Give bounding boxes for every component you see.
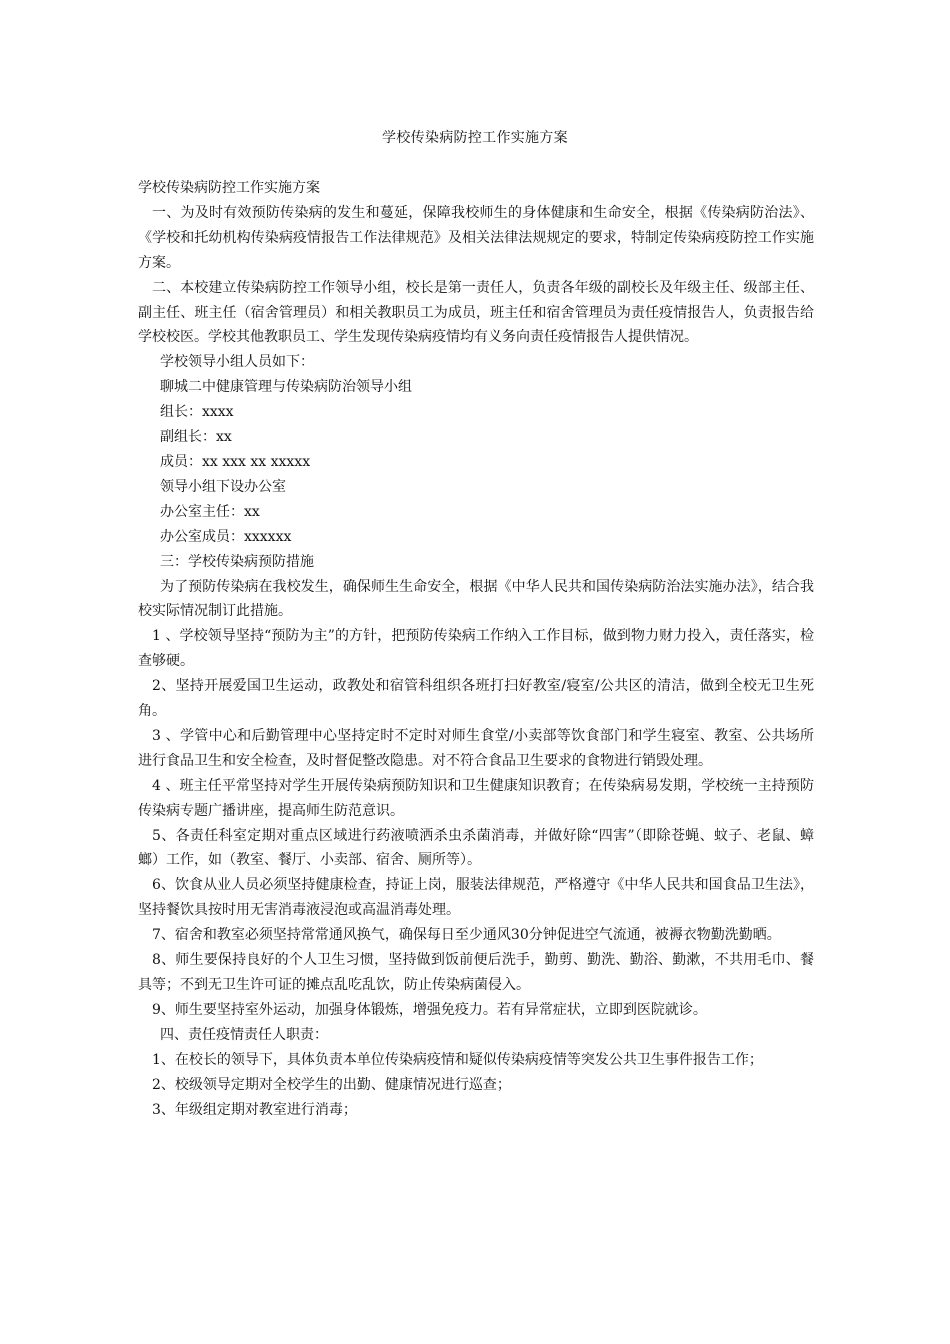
duty-2: 2、校级领导定期对全校学生的出勤、健康情况进行巡查；	[152, 1076, 511, 1093]
office-director: 办公室主任：xx	[160, 503, 260, 520]
office-members: 办公室成员：xxxxxx	[160, 528, 292, 545]
leadership-group-name: 聊城二中健康管理与传染病防治领导小组	[160, 379, 412, 396]
measure-3: 3 、学管中心和后勤管理中心坚持定时不定时对师生食堂/小卖部等饮食部门和学生寝室、教室、公共场所进行食品卫生和安全检查，及时督促整改隐患。对不符合食品卫生要求的食物进行销毁处理。	[138, 727, 814, 769]
paragraph-section-2: 二、本校建立传染病防控工作领导小组，校长是第一责任人，负责各年级的副校长及年级主任、级部主任、副主任、班主任（宿舍管理员）和相关教职员工为成员，班主任和宿舍管理员为责任疫情报告人，负责报告给学校校医。学校其他教职员工、学生发现传染病疫情均有义务向责任疫情报告人提供情况。	[138, 279, 814, 346]
measure-1: 1 、学校领导坚持“预防为主”的方针，把预防传染病工作纳入工作目标，做到物力财力投入，责任落实，检查够硬。	[138, 628, 814, 670]
body-heading: 学校传染病防控工作实施方案	[138, 180, 320, 196]
group-leader: 组长：xxxx	[160, 404, 234, 421]
document-title: 学校传染病防控工作实施方案	[382, 130, 568, 146]
measure-4: 4 、班主任平常坚持对学生开展传染病预防知识和卫生健康知识教育；在传染病易发期，学校统一主持预防传染病专题广播讲座，提高师生防范意识。	[138, 777, 814, 819]
group-members: 成员：xx xxx xx xxxxx	[160, 453, 311, 470]
measure-2: 2、坚持开展爱国卫生运动，政教处和宿管科组织各班打扫好教室/寝室/公共区的清洁，做到全校无卫生死角。	[138, 678, 814, 720]
paragraph-section-1: 一、为及时有效预防传染病的发生和蔓延，保障我校师生的身体健康和生命安全，根据《传染病防治法》、《学校和托幼机构传染病疫情报告工作法律规范》及相关法律法规规定的要求，特制定传染病疫防控工作实施方案。	[138, 204, 814, 271]
duty-1: 1、在校长的领导下，具体负责本单位传染病疫情和疑似传染病疫情等突发公共卫生事件报告工作；	[152, 1051, 763, 1068]
section-4-heading: 四、责任疫情责任人职责：	[160, 1026, 328, 1043]
measure-9: 9、师生要坚持室外运动，加强身体锻炼，增强免疫力。若有异常症状，立即到医院就诊。	[152, 1001, 707, 1018]
measure-5: 5、各责任科室定期对重点区域进行药液喷洒杀虫杀菌消毒，并做好除“四害”（即除苍蝇、蚊子、老鼠、蟑螂）工作，如（教室、餐厅、小卖部、宿舍、厕所等）。	[138, 827, 814, 869]
deputy-group-leader: 副组长：xx	[160, 429, 232, 446]
section-3-heading: 三：学校传染病预防措施	[160, 553, 314, 570]
measure-6: 6、饮食从业人员必须坚持健康检查，持证上岗，服装法律规范，严格遵守《中华人民共和国食品卫生法》，坚持餐饮具按时用无害消毒液浸泡或高温消毒处理。	[138, 877, 814, 919]
measure-8: 8、师生要保持良好的个人卫生习惯，坚持做到饭前便后洗手，勤剪、勤洗、勤浴、勤漱，不共用毛巾、餐具等；不到无卫生许可证的摊点乱吃乱饮，防止传染病菌侵入。	[138, 952, 814, 993]
office-setup: 领导小组下设办公室	[160, 478, 286, 495]
duty-3: 3、年级组定期对教室进行消毒；	[152, 1101, 357, 1118]
leadership-intro: 学校领导小组人员如下：	[160, 354, 314, 371]
section-3-intro: 为了预防传染病在我校发生，确保师生生命安全，根据《中华人民共和国传染病防治法实施办法》，结合我校实际情况制订此措施。	[138, 578, 814, 620]
document-body	[138, 176, 814, 1122]
measure-7: 7、宿舍和教室必须坚持常常通风换气，确保每日至少通风30分钟促进空气流通，被褥衣物勤洗勤晒。	[152, 927, 781, 944]
